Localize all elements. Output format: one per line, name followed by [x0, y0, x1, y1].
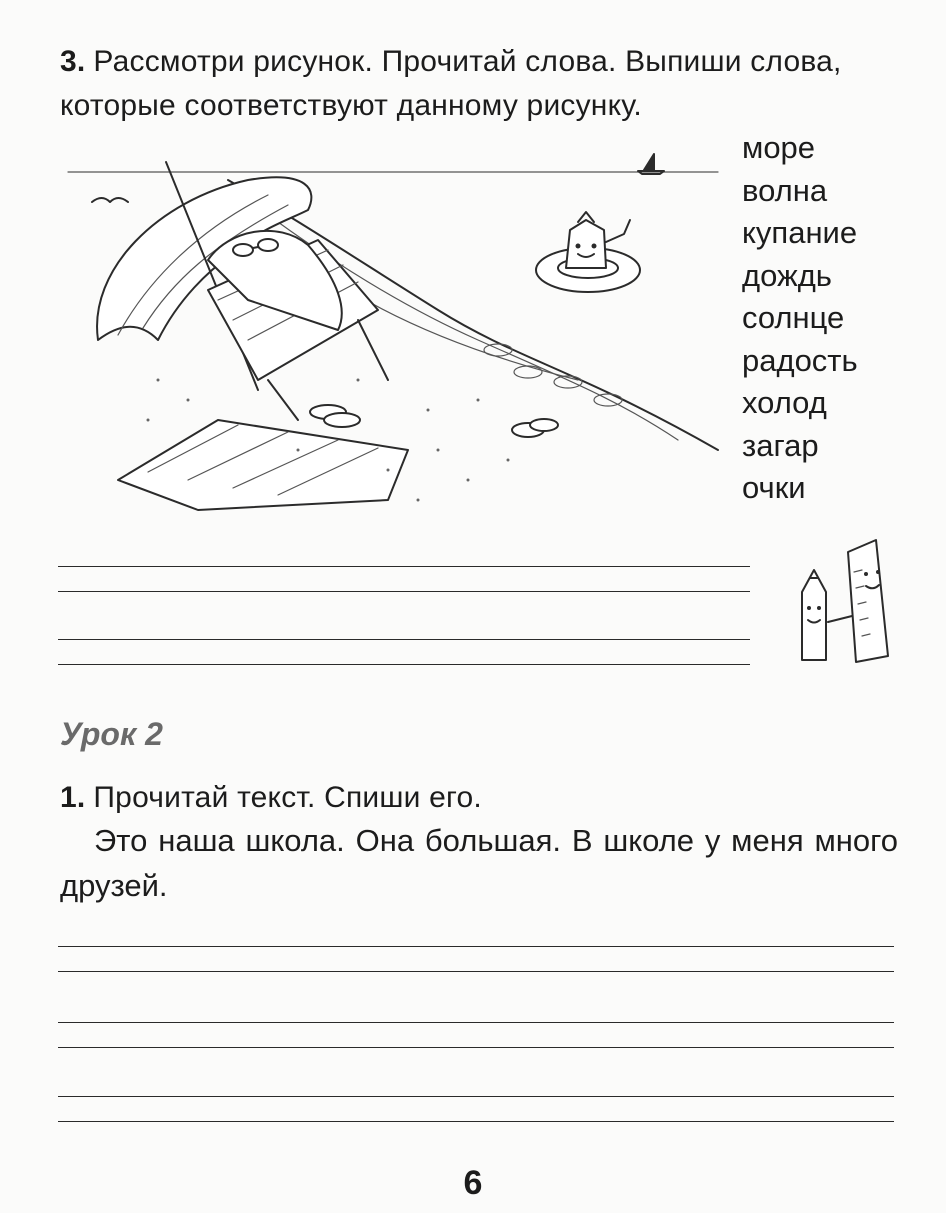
swimmer-in-ring-icon — [536, 212, 640, 292]
beach-illustration — [58, 150, 738, 550]
word-item: радость — [742, 342, 858, 378]
word-item: волна — [742, 172, 828, 208]
writing-line[interactable] — [58, 1121, 894, 1122]
word-item: дождь — [742, 257, 832, 293]
passage-text: Это наша школа. Она большая. В школе у меня много друзей. — [60, 823, 898, 903]
footprints — [484, 344, 622, 406]
sailboat-icon — [638, 154, 664, 174]
writing-line[interactable] — [58, 1096, 894, 1097]
beach-towel-icon — [118, 420, 408, 510]
reading-passage — [60, 818, 898, 908]
page-number: 6 — [463, 1164, 483, 1202]
task-3-text: Рассмотри рисунок. Прочитай слова. Выпиши слова, которые соответствуют данному рисунку. — [60, 45, 842, 122]
writing-line[interactable] — [58, 946, 894, 947]
slippers-icon — [512, 419, 558, 437]
word-item: холод — [742, 385, 827, 420]
writing-line[interactable] — [58, 591, 750, 592]
lesson-title: Урок 2 — [60, 716, 163, 752]
pencil-ruler-mascot — [792, 532, 902, 672]
flip-flops-icon — [310, 405, 360, 427]
task-3-number: 3. — [60, 45, 86, 78]
writing-line[interactable] — [58, 566, 750, 567]
writing-line[interactable] — [58, 664, 750, 665]
writing-line[interactable] — [58, 1022, 894, 1023]
task-3-instruction — [60, 40, 900, 128]
word-item: загар — [742, 427, 819, 463]
word-item: очки — [742, 470, 806, 505]
writing-line[interactable] — [58, 1047, 894, 1048]
word-list — [742, 127, 932, 510]
word-item: море — [742, 130, 816, 165]
word-item: купание — [742, 215, 858, 250]
task-1-text: Прочитай текст. Спиши его. — [93, 781, 482, 814]
writing-line[interactable] — [58, 639, 750, 640]
task-1-number: 1. — [60, 781, 86, 814]
seagull-icon — [92, 198, 128, 202]
writing-line[interactable] — [58, 971, 894, 972]
word-item: солнце — [742, 300, 845, 335]
task-1-instruction — [60, 776, 900, 820]
